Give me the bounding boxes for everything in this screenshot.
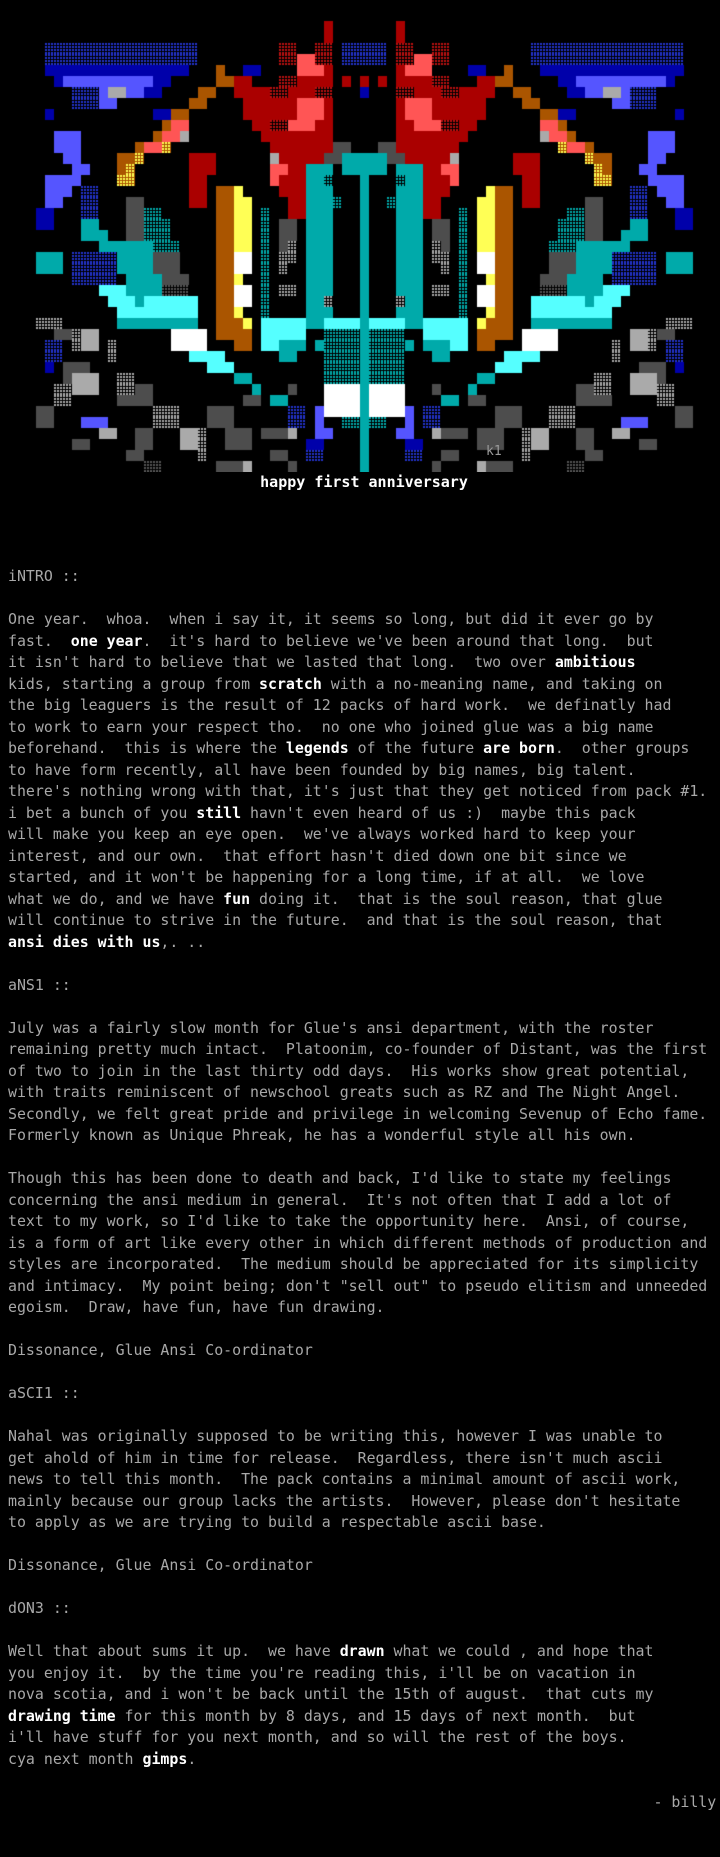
anniversary-caption: happy first anniversary: [260, 473, 468, 491]
plain-text: beforehand. this is where the: [8, 739, 286, 757]
plain-text: news to tell this month. The pack contains a minimal amount of ascii work,: [8, 1470, 681, 1488]
text-line: [8, 1684, 716, 1706]
bold-text: are born: [483, 739, 555, 757]
plain-text: . it's hard to believe we've been around that long. but: [142, 631, 654, 650]
text-line: [8, 867, 716, 889]
bold-text: drawing time: [8, 1706, 116, 1725]
text-line: [8, 1577, 716, 1599]
text-line: [8, 1491, 716, 1513]
plain-text: doing it. that is the soul reason, that glue: [250, 889, 663, 908]
text-line: [8, 1448, 716, 1470]
text-line: [8, 932, 716, 954]
text-line: [8, 1727, 716, 1749]
text-line: [8, 1319, 716, 1341]
bold-text: legends: [285, 739, 349, 757]
artist-signature: k1: [486, 444, 502, 459]
text-line: [8, 588, 716, 610]
text-line: [8, 1749, 716, 1771]
plain-text: the big leaguers is the result of 12 packs of hard work. we definatly had: [8, 696, 672, 714]
plain-text: and intimacy. My point being; don't "sell out" to pseudo elitism and unneeded: [8, 1276, 708, 1295]
plain-text: aNS1 ::: [8, 975, 71, 994]
text-line: [8, 609, 716, 631]
text-line: [8, 846, 716, 868]
bold-text: gimps: [142, 1749, 188, 1768]
plain-text: One year. whoa. when i say it, it seems so long, but did it ever go by: [8, 610, 654, 628]
plain-text: what we do, and we have: [8, 889, 224, 908]
text-line: [8, 738, 716, 760]
plain-text: Well that about sums it up. we have: [8, 1642, 340, 1660]
text-line: [8, 975, 716, 997]
text-line: [8, 1168, 716, 1190]
text-line: [8, 1512, 716, 1534]
text-line: [8, 953, 716, 975]
text-line: [8, 1297, 716, 1319]
plain-text: will make you keep an eye open. we've always worked hard to keep your: [8, 825, 636, 843]
text-line: [8, 674, 716, 696]
text-line: [8, 1426, 716, 1448]
text-line: [8, 910, 716, 932]
plain-text: Nahal was originally supposed to be writing this, however I was unable to: [8, 1427, 663, 1445]
plain-text: interest, and our own. that effort hasn't died down one bit since we: [8, 846, 627, 865]
plain-text: fast.: [8, 631, 71, 650]
plain-text: concerning the ansi medium in general. It's not often that I add a lot of: [8, 1190, 672, 1209]
plain-text: get ahold of him in time for release. Regardless, there isn't much ascii: [8, 1448, 663, 1467]
bold-text: scratch: [259, 674, 322, 693]
text-line: [8, 1534, 716, 1556]
plain-text: with traits reminiscent of newschool greats such as RZ and The Night Angel.: [8, 1083, 681, 1101]
plain-text: havn't even heard of us :) maybe this pack: [241, 803, 636, 822]
text-line: [8, 1233, 716, 1255]
text-line: [8, 1061, 716, 1083]
plain-text: kids, starting a group from: [8, 674, 260, 693]
plain-text: - billy: [8, 1792, 717, 1811]
bold-text: still: [196, 803, 242, 822]
plain-text: Secondly, we felt great pride and privilege in welcoming Sevenup of Echo fame.: [8, 1104, 708, 1123]
plain-text: with a no-meaning name, and taking on: [321, 674, 663, 693]
plain-text: Formerly known as Unique Phreak, he has a wonderful style all his own.: [8, 1126, 636, 1144]
plain-text: to work to earn your respect tho. no one who joined glue was a big name: [8, 717, 654, 736]
text-line: [8, 1190, 716, 1212]
text-line: [8, 1405, 716, 1427]
bold-text: drawn: [339, 1642, 385, 1660]
plain-text: July was a fairly slow month for Glue's ansi department, with the roster: [8, 1018, 654, 1037]
plain-text: cya next month: [8, 1749, 143, 1768]
text-line: [8, 1018, 716, 1040]
plain-text: there's nothing wrong with that, it's just that they get noticed from pack #1.: [8, 782, 708, 800]
text-line: [8, 1104, 716, 1126]
plain-text: of two to join in the last thirty odd days. His works show great potential,: [8, 1061, 690, 1080]
plain-text: of the future: [348, 739, 484, 757]
text-line: [8, 566, 716, 588]
text-line: [8, 1620, 716, 1642]
plain-text: will continue to strive in the future. and that is the soul reason, that: [8, 911, 663, 929]
text-line: [8, 1383, 716, 1405]
text-line: [8, 1641, 716, 1663]
plain-text: to have form recently, all have been founded by big names, big talent.: [8, 760, 636, 779]
text-line: [8, 1792, 716, 1814]
plain-text: egoism. Draw, have fun, have fun drawing.: [8, 1298, 385, 1316]
plain-text: . other groups: [554, 739, 690, 757]
text-line: [8, 824, 716, 846]
text-line: [8, 1211, 716, 1233]
text-line: [8, 695, 716, 717]
plain-text: iNTRO ::: [8, 567, 80, 585]
plain-text: you enjoy it. by the time you're reading this, i'll be on vacation in: [8, 1663, 636, 1682]
plain-text: text to my work, so I'd like to take the opportunity here. Ansi, of course,: [8, 1212, 690, 1230]
bold-text: ambitious: [554, 653, 636, 671]
text-line: [8, 760, 716, 782]
plain-text: what we could , and hope that: [384, 1642, 654, 1660]
text-line: [8, 1555, 716, 1577]
plain-text: dON3 ::: [8, 1599, 71, 1617]
text-line: [8, 1362, 716, 1384]
text-line: [8, 717, 716, 739]
text-line: [8, 1125, 716, 1147]
plain-text: remaining pretty much intact. Platoonim, co-founder of Distant, was the first: [8, 1040, 708, 1058]
bold-text: fun: [223, 889, 251, 908]
text-line: [8, 1469, 716, 1491]
text-line: [8, 1598, 716, 1620]
text-line: [8, 803, 716, 825]
plain-text: Dissonance, Glue Ansi Co-ordinator: [8, 1341, 313, 1359]
plain-text: .: [187, 1749, 197, 1768]
text-line: [8, 652, 716, 674]
text-line: [8, 1254, 716, 1276]
plain-text: started, and it won't be happening for a long time, if at all. we love: [8, 868, 645, 886]
text-line: [8, 1039, 716, 1061]
plain-text: aSCI1 ::: [8, 1384, 80, 1402]
ansi-artwork: [0, 0, 720, 472]
text-line: [8, 1770, 716, 1792]
text-line: [8, 1147, 716, 1169]
plain-text: ,. ..: [160, 932, 206, 951]
text-line: [8, 1663, 716, 1685]
bold-text: one year: [70, 631, 143, 650]
plain-text: to apply as we are trying to build a respectable ascii base.: [8, 1513, 546, 1531]
plain-text: i'll have stuff for you next month, and so will the rest of the boys.: [8, 1728, 627, 1746]
text-line: [8, 1082, 716, 1104]
plain-text: mainly because our group lacks the artists. However, please don't hesitate: [8, 1491, 681, 1510]
bold-text: ansi dies with us: [8, 932, 161, 951]
plain-text: it isn't hard to believe that we lasted that long. two over: [8, 653, 555, 671]
plain-text: for this month by 8 days, and 15 days of next month. but: [115, 1706, 636, 1725]
plain-text: nova scotia, and i won't be back until the 15th of august. that cuts my: [8, 1685, 654, 1703]
text-line: [8, 996, 716, 1018]
text-line: [8, 1706, 716, 1728]
plain-text: styles are incorporated. The medium should be appreciated for its simplicity: [8, 1255, 699, 1273]
plain-text: Though this has been done to death and back, I'd like to state my feelings: [8, 1169, 672, 1187]
text-line: [8, 781, 716, 803]
text-line: [8, 889, 716, 911]
plain-text: is a form of art like every other in which different methods of production and: [8, 1233, 708, 1252]
plain-text: i bet a bunch of you: [8, 803, 197, 822]
plain-text: Dissonance, Glue Ansi Co-ordinator: [8, 1556, 313, 1574]
text-line: [8, 1340, 716, 1362]
nfo-text-body: [8, 566, 716, 1813]
text-line: [8, 631, 716, 653]
text-line: [8, 1276, 716, 1298]
